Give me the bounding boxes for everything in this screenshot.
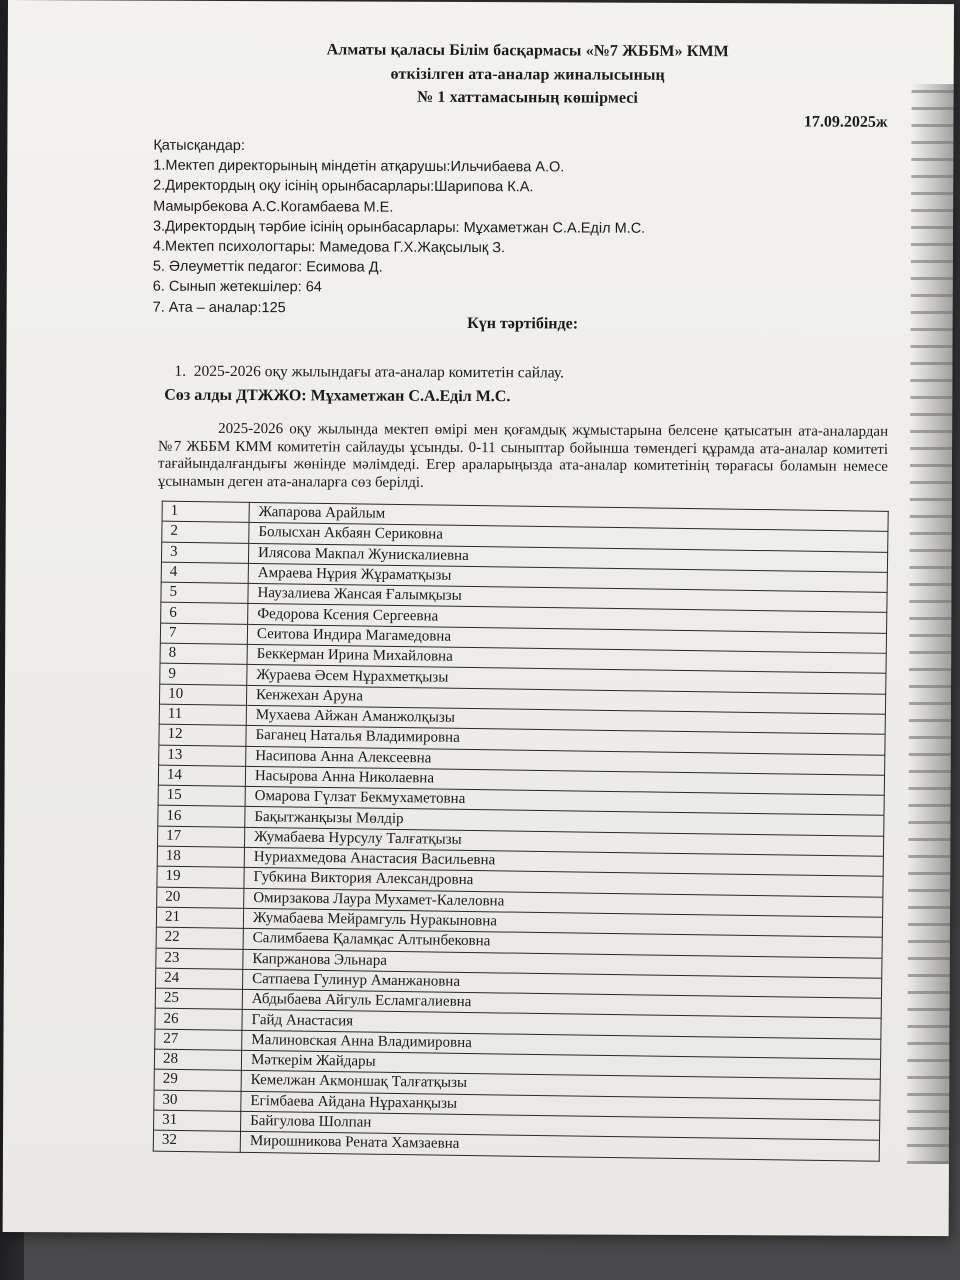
member-name: Насырова Анна Николаевна bbox=[245, 766, 884, 795]
row-number: 26 bbox=[155, 1009, 242, 1031]
agenda-item-text: 2025-2026 оқу жылындағы ата-аналар комитетін сайлау. bbox=[193, 362, 564, 382]
member-name: Салимбаева Қаламқас Алтынбековна bbox=[243, 929, 882, 958]
participant-line: Мамырбекова А.С.Когамбаева М.Е. bbox=[153, 198, 394, 216]
member-name: Жумабаева Нурсулу Талғатқызы bbox=[244, 827, 883, 856]
member-name: Сатпаева Гулинур Аманжановна bbox=[243, 969, 882, 998]
row-number: 9 bbox=[160, 664, 247, 686]
participant-line: 3.Директордың тәрбие ісінің орынбасарлары: Мұхаметжан С.А.Еділ М.С. bbox=[152, 218, 646, 237]
participant-line: 7. Ата – аналар:125 bbox=[152, 299, 286, 316]
member-name: Бақытжанқызы Мөлдір bbox=[245, 807, 884, 836]
row-number: 19 bbox=[157, 866, 244, 888]
member-name: Сеитова Индира Магамедовна bbox=[247, 624, 886, 653]
row-number: 2 bbox=[162, 521, 249, 543]
member-name: Илясова Макпал Жунискалиевна bbox=[248, 543, 887, 572]
member-name: Жапарова Арайлым bbox=[249, 502, 888, 531]
row-number: 23 bbox=[156, 948, 243, 970]
row-number: 15 bbox=[158, 785, 245, 807]
row-number: 11 bbox=[159, 704, 246, 726]
agenda-item-number: 1. bbox=[174, 362, 187, 380]
row-number: 7 bbox=[160, 623, 247, 645]
row-number: 24 bbox=[156, 968, 243, 990]
member-name: Болысхан Акбаян Сериковна bbox=[249, 523, 888, 552]
row-number: 5 bbox=[161, 582, 248, 604]
member-name: Жураева Әсем Нұрахметқызы bbox=[247, 665, 886, 694]
member-name: Нуриахмедова Анастасия Васильевна bbox=[244, 847, 883, 876]
committee-table-body bbox=[153, 501, 888, 1161]
document-page bbox=[3, 0, 954, 1236]
member-name: Наузалиева Жансая Ғалымқызы bbox=[248, 584, 887, 613]
row-number: 20 bbox=[157, 887, 244, 909]
member-name: Беккерман Ирина Михайловна bbox=[247, 644, 886, 673]
row-number: 30 bbox=[154, 1090, 241, 1112]
decision-paragraph: 2025-2026 оқу жылында мектеп өмірі мен қоғамдық жұмыстарына белсене қатысатын ата-аналардан №7 ЖББМ КММ комитетін сайлауды ұсынды. 0-11 сыныптар бойынша төмендегі құрамда ата-аналар комитеті тағайындалғандығы жөнінде мәлімдеді. Егер араларыңызда ата-аналар комитетінің төрағасы боламын немесе ұсынамын деген ата-аналарға сөз берілді. bbox=[157, 420, 889, 491]
header-protocol: № 1 хаттамасының көшірмесі bbox=[417, 88, 639, 107]
row-number: 27 bbox=[155, 1029, 242, 1051]
member-name: Гайд Анастасия bbox=[242, 1010, 881, 1039]
member-name: Федорова Ксения Сергеевна bbox=[248, 604, 887, 633]
member-name: Омирзакова Лаура Мухамет-Калеловна bbox=[244, 888, 883, 917]
member-name: Жумабаева Мейрамгуль Нуракыновна bbox=[243, 908, 882, 937]
member-name: Насипова Анна Алексеевна bbox=[246, 746, 885, 775]
row-number: 14 bbox=[158, 765, 245, 787]
row-number: 6 bbox=[161, 603, 248, 625]
header-meeting: өткізілген ата-аналар жиналысының bbox=[390, 65, 665, 84]
row-number: 28 bbox=[154, 1049, 241, 1071]
row-number: 32 bbox=[153, 1130, 240, 1152]
member-name: Амраева Нұрия Жұраматқызы bbox=[248, 563, 887, 592]
member-name: Кемелжан Акмоншақ Талғатқызы bbox=[241, 1071, 880, 1100]
participant-line: 4.Мектеп психологтары: Мамедова Г.Х.Жақсылық З. bbox=[152, 238, 506, 257]
row-number: 21 bbox=[156, 907, 243, 929]
member-name: Капржанова Эльнара bbox=[243, 949, 882, 978]
participant-line: 2.Директордың оқу ісінің орынбасарлары:Шарипова К.А. bbox=[153, 178, 534, 196]
row-number: 4 bbox=[161, 562, 248, 584]
participant-line: 6. Сынып жетекшілер: 64 bbox=[152, 279, 322, 296]
row-number: 18 bbox=[157, 846, 244, 868]
participants-block bbox=[153, 136, 646, 320]
member-name: Мәткерім Жайдары bbox=[241, 1050, 880, 1079]
participants-title: Қатысқандар: bbox=[153, 137, 245, 155]
scan-edge-artifact bbox=[907, 84, 954, 1164]
row-number: 22 bbox=[156, 927, 243, 949]
agenda-item bbox=[174, 363, 564, 383]
row-number: 1 bbox=[162, 501, 249, 523]
member-name: Кенжехан Аруна bbox=[246, 685, 885, 714]
row-number: 25 bbox=[155, 988, 242, 1010]
row-number: 12 bbox=[159, 724, 246, 746]
row-number: 3 bbox=[161, 542, 248, 564]
row-number: 16 bbox=[158, 806, 245, 828]
member-name: Омарова Гүлзат Бекмухаметовна bbox=[245, 787, 884, 816]
member-name: Мирошникова Рената Хамзаевна bbox=[240, 1132, 879, 1161]
member-name: Губкина Виктория Александровна bbox=[244, 868, 883, 897]
member-name: Абдыбаева Айгуль Есламгалиевна bbox=[242, 989, 881, 1018]
row-number: 29 bbox=[154, 1069, 241, 1091]
agenda-title: Күн тәртібінде: bbox=[467, 315, 579, 333]
member-name: Баганец Наталья Владимировна bbox=[246, 726, 885, 755]
participant-line: 5. Әлеуметтік педагог: Есимова Д. bbox=[152, 258, 383, 276]
row-number: 31 bbox=[154, 1110, 241, 1132]
row-number: 17 bbox=[157, 826, 244, 848]
member-name: Мухаева Айжан Аманжолқызы bbox=[246, 705, 885, 734]
member-name: Егімбаева Айдана Нұраханқызы bbox=[241, 1091, 880, 1120]
member-name: Байгулова Шолпан bbox=[241, 1111, 880, 1140]
committee-table bbox=[153, 501, 889, 1162]
speaker-line: Сөз алды ДТЖЖО: Мұхаметжан С.А.Еділ М.С. bbox=[164, 386, 511, 406]
row-number: 8 bbox=[160, 643, 247, 665]
row-number: 13 bbox=[159, 745, 246, 767]
member-name: Малиновская Анна Владимировна bbox=[242, 1030, 881, 1059]
participant-line: 1.Мектеп директорының міндетін атқарушы:Ильчибаева А.О. bbox=[153, 157, 565, 176]
row-number: 10 bbox=[159, 684, 246, 706]
header-organization: Алматы қаласы Білім басқармасы «№7 ЖББМ» КММ bbox=[326, 41, 729, 61]
document-date: 17.09.2025ж bbox=[803, 113, 888, 131]
